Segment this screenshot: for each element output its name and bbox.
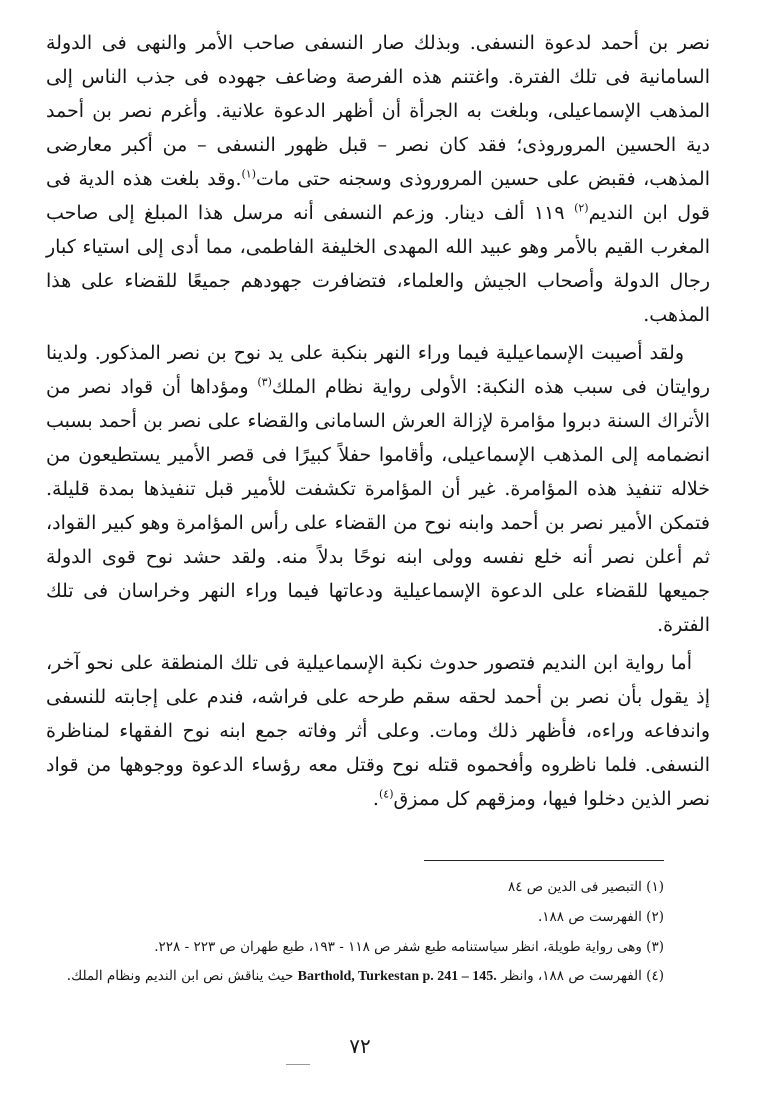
footnote-ref-4: (٤) <box>378 787 394 801</box>
footnote-4 <box>50 962 664 991</box>
footnote-ref-3: (٣) <box>257 375 272 389</box>
paragraph-2-continued: ومؤداها أن قواد نصر من الأتراك السنة دبروا مؤامرة لإزالة العرش السامانى والقضاء على نصر بن أحمد بسبب انضمامه إلى المذهب الإسماعيلى، وأقاموا حفلاً كبيرًا فى قصر الأمير يستطيعون من خلاله تنفيذ هذه المؤامرة. غير أن المؤامرة تكشفت للأمير قبل تنفيذها بمدة قليلة. فتمكن الأمير نصر بن أحمد وابنه نوح من القضاء على رأس المؤامرة وهو كبير القواد، ثم أعلن نصر أنه خلع نفسه وولى ابنه نوحًا بدلاً منه. ولقد حشد نوح قوى الدولة جميعها للقضاء على الدعوة الإسماعيلية ودعاتها فيما وراء النهر وخراسان فى تلك الفترة. <box>46 376 710 636</box>
page-mark-line <box>286 1064 310 1065</box>
paragraph-2 <box>46 336 710 642</box>
paragraph-1-continued: .وقد بلغت هذه الدية فى قول ابن النديم <box>46 168 710 224</box>
paragraph-3-end: . <box>372 788 379 810</box>
paragraph-1-text: نصر بن أحمد لدعوة النسفى. وبذلك صار النسفى صاحب الأمر والنهى فى الدولة السامانية فى تلك الفترة. واغتنم هذه الفرصة وضاعف جهوده فى جذب الناس إلى المذهب الإسماعيلى، وبلغت به الجرأة أن أظهر الدعوة علانية. وأغرم نصر بن أحمد دية الحسين المروروذى؛ فقد كان نصر – قبل ظهور النسفى – من أكبر معارضى المذهب، فقبض على حسين المروروذى وسجنه حتى مات <box>46 32 710 190</box>
footnote-4-latin-citation: Barthold, Turkestan p. 241 – 145. <box>297 969 497 984</box>
footnote-ref-1: (١) <box>241 167 256 181</box>
page-number: ٧٢ <box>349 1034 371 1058</box>
paragraph-1 <box>46 26 710 332</box>
footnote-4-text: (٤) الفهرست ص ١٨٨، وانظر <box>501 968 664 984</box>
paragraph-3-text: أما رواية ابن النديم فتصور حدوث نكبة الإسماعيلية فى تلك المنطقة على نحو آخر، إذ يقول بأن نصر بن أحمد لحقه سقم طرحه على فراشه، فندم على إجابته للنسفى واندفاعه وراءه، فأظهر ذلك ومات. وعلى أثر وفاته جمع ابنه نوح الفقهاء لمناظرة النسفى. فلما ناظروه وأفحموه قتله نوح وقتل معه رؤساء الدعوة ووجوهها من قواد نصر الذين دخلوا فيها، ومزقهم كل ممزق <box>46 652 710 810</box>
paragraph-3 <box>46 646 710 816</box>
paragraph-2-text: ولقد أصيبت الإسماعيلية فيما وراء النهر بنكبة على يد نوح بن نصر المذكور. ولدينا روايتان فى سبب هذه النكبة: الأولى رواية نظام الملك <box>46 342 710 398</box>
footnote-1: (١) التبصير فى الدين ص ٨٤ <box>507 879 664 895</box>
footnote-separator <box>424 860 664 861</box>
footnote-2: (٢) الفهرست ص ١٨٨. <box>537 909 664 925</box>
main-text <box>46 26 710 816</box>
paragraph-1-end: ١١٩ ألف دينار. وزعم النسفى أنه مرسل هذا المبلغ إلى صاحب المغرب القيم بالأمر وهو عبيد الله المهدى الخليفة الفاطمى، مما أدى إلى استياء كبار رجال الدولة وأصحاب الجيش والعلماء، فتضافرت جهودهم جميعًا للقضاء على هذا المذهب. <box>46 202 710 326</box>
footnote-4-continued: حيث يناقش نص ابن النديم ونظام الملك. <box>66 968 294 984</box>
footnote-3: (٣) وهى رواية طويلة، انظر سياستنامه طبع شفر ص ١١٨ - ١٩٣، طبع طهران ص ٢٢٣ - ٢٢٨. <box>154 939 664 955</box>
footnote-ref-2: (٢) <box>574 201 589 215</box>
footnotes <box>50 872 664 991</box>
